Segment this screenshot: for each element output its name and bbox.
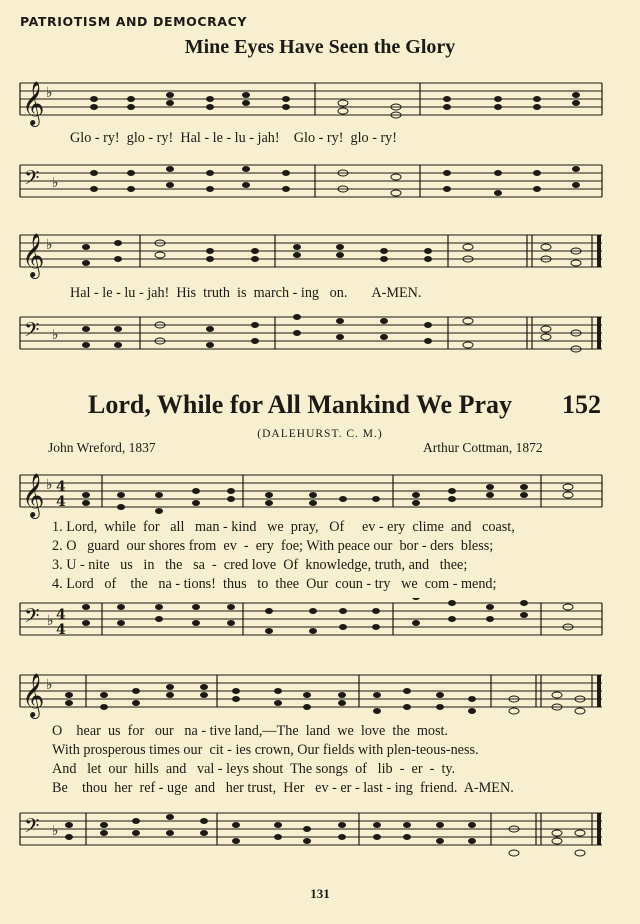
hymn2-verse2-line2: With prosperous times our cit - ies crown, Our fields with plen-teous-ness. [52, 742, 479, 758]
hymn2-verse2-line1: 2. O guard our shores from ev - ery foe; With peace our bor - ders bless; [52, 538, 494, 554]
svg-text:♭: ♭ [52, 327, 59, 343]
staff-bass-h2s2 [0, 808, 640, 864]
svg-text:♭: ♭ [46, 85, 53, 101]
staff-treble-h1s2 [0, 230, 640, 280]
tune-name: (DALEHURST. C. M.) [257, 428, 383, 440]
hymn2-verse3-line2: And let our hills and val - leys shout The songs of lib - er - ty. [52, 761, 456, 777]
hymn2-verse4-line1: 4. Lord of the na - tions! thus to thee Our coun - try we com - mend; [52, 576, 497, 592]
hymn2-verse4-line2: Be thou her ref - uge and her trust, Her ev - er - last - ing friend. A-MEN. [52, 780, 514, 796]
staff-bass-h1s2 [0, 312, 640, 362]
svg-text:𝄢: 𝄢 [24, 318, 40, 346]
hymn2-verse3-line1: 3. U - nite us in the sa - cred love Of knowledge, truth, and thee; [52, 557, 468, 573]
section-header: PATRIOTISM AND DEMOCRACY [20, 14, 248, 29]
svg-text:𝄞: 𝄞 [22, 473, 45, 517]
staff-treble-h2s1 [0, 470, 640, 520]
svg-text:♭: ♭ [52, 823, 59, 839]
svg-text:♭: ♭ [46, 237, 53, 253]
hymn1-lyrics-line1: Glo - ry! glo - ry! Hal - le - lu - jah! Glo - ry! glo - ry! [70, 130, 398, 146]
staff-treble-h2s2 [0, 670, 640, 720]
svg-text:𝄞: 𝄞 [22, 233, 45, 277]
svg-text:𝄢: 𝄢 [24, 166, 40, 194]
svg-text:♭: ♭ [52, 175, 59, 191]
author: John Wreford, 1837 [48, 440, 156, 455]
composer: Arthur Cottman, 1872 [423, 440, 543, 455]
svg-text:𝄢: 𝄢 [24, 814, 40, 842]
staff-bass-h1s1 [0, 160, 640, 210]
svg-text:♭: ♭ [47, 613, 54, 629]
staff-treble-h1s1 [0, 78, 640, 128]
svg-text:4: 4 [56, 494, 66, 510]
svg-text:♭: ♭ [46, 677, 53, 693]
svg-text:𝄞: 𝄞 [22, 673, 45, 717]
hymn1-lyrics-line2: Hal - le - lu - jah! His truth is march - ing on. A-MEN. [70, 285, 422, 301]
hymn1-title: Mine Eyes Have Seen the Glory [184, 36, 456, 58]
svg-text:𝄞: 𝄞 [22, 81, 45, 125]
hymn2-verse1-line2: O hear us for our na - tive land,—The land we love the most. [52, 723, 448, 739]
svg-text:4: 4 [56, 607, 66, 623]
svg-text:4: 4 [56, 479, 66, 495]
page-number: 131 [310, 886, 330, 901]
staff-bass-h2s1 [0, 598, 640, 648]
svg-text:𝄢: 𝄢 [24, 604, 40, 632]
hymn2-title: Lord, While for All Mankind We Pray [88, 390, 512, 419]
svg-text:4: 4 [56, 622, 66, 638]
svg-text:♭: ♭ [46, 477, 53, 493]
hymn2-number: 152 [562, 390, 601, 419]
hymn2-verse1-line1: 1. Lord, while for all man - kind we pray, Of ev - ery clime and coast, [52, 519, 515, 535]
